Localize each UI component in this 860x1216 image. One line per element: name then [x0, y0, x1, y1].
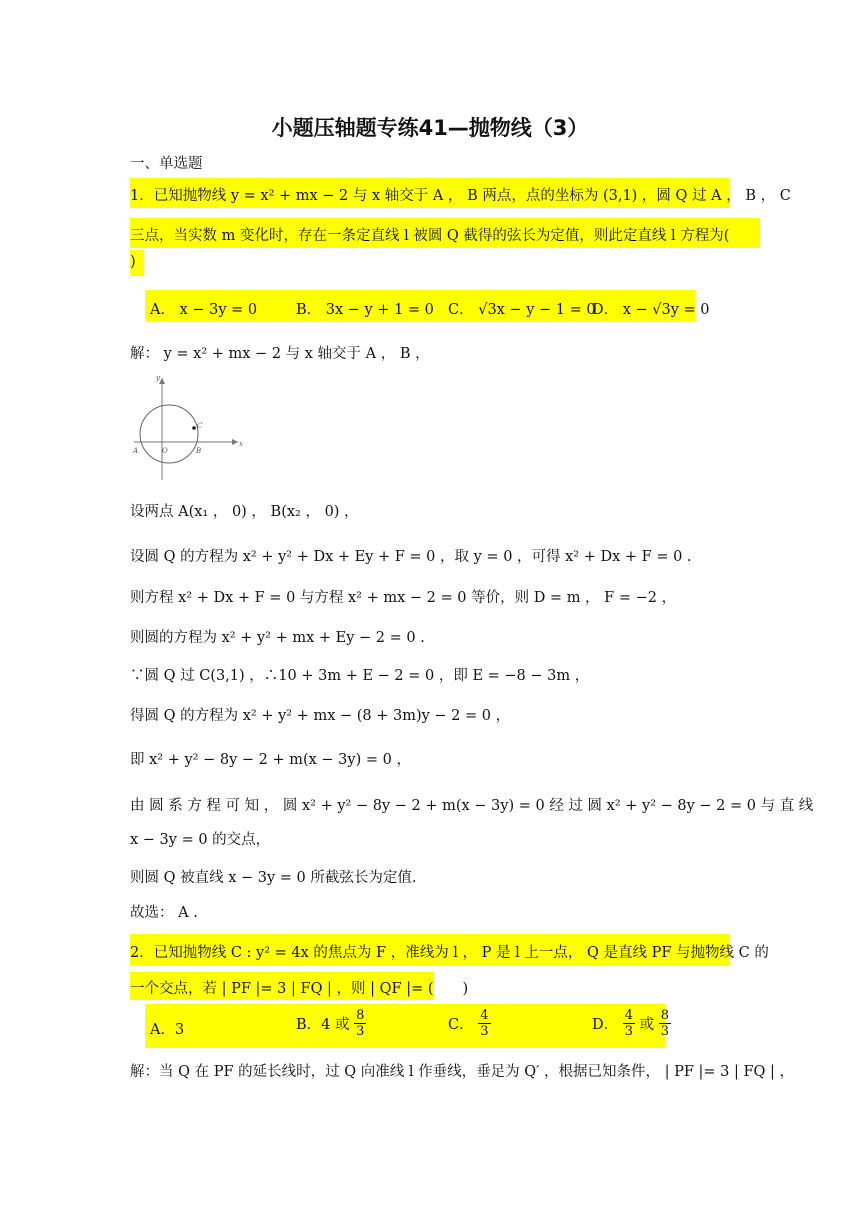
label-c: C [197, 422, 203, 430]
q1-line-2: 三点，当实数 m 变化时，存在一条定直线 l 被圆 Q 截得的弦长为定值，则此定直线 l 方程为( [130, 228, 730, 244]
solution1-step: 由 圆 系 方 程 可 知 ， 圆 x² + y² − 8y − 2 + m(x − 3y) = 0 经 过 圆 x² + y² − 8y − 2 = 0 与 直 线 [130, 798, 814, 814]
q1-line-1: 1．已知抛物线 y = x² + mx − 2 与 x 轴交于 A ， B 两点，点的坐标为 (3,1) ，圆 Q 过 A ， B ， C [130, 188, 791, 204]
q2-option-c [448, 1008, 491, 1039]
solution1-step: 设圆 Q 的方程为 x² + y² + Dx + Ey + F = 0 ，取 y = 0 ，可得 x² + Dx + F = 0 . [130, 549, 692, 565]
solution1-step: x − 3y = 0 的交点， [130, 832, 271, 848]
q2-option-d-fraction-2 [659, 1008, 671, 1039]
q1-option-c: C． √3x − y − 1 = 0 [448, 302, 596, 318]
q2-option-d-or: 或 [639, 1017, 655, 1033]
q2-option-b-fraction [354, 1008, 366, 1039]
point-c [192, 426, 196, 430]
page-title: 小题压轴题专练41—抛物线（3） [271, 116, 589, 140]
q1-option-b: B． 3x − y + 1 = 0 [296, 302, 434, 318]
section-heading: 一、单选题 [130, 156, 203, 172]
solution1-intro: 解： y = x² + mx − 2 与 x 轴交于 A ， B ， [130, 346, 430, 362]
q1-line-3: ) [130, 254, 136, 270]
fraction-denominator: 3 [480, 1024, 489, 1039]
solution1-step: 即 x² + y² − 8y − 2 + m(x − 3y) = 0 ， [130, 752, 411, 768]
solution1-answer: 故选： A . [130, 905, 198, 921]
solution1-step: 则方程 x² + Dx + F = 0 与方程 x² + mx − 2 = 0 等价，则 D = m ， F = −2 ， [130, 590, 677, 606]
solution1-step: 得圆 Q 的方程为 x² + y² + mx − (8 + 3m)y − 2 = 0 ， [130, 708, 511, 724]
q2-option-d-fraction-1 [623, 1008, 635, 1039]
solution1-step: ∵圆 Q 过 C(3,1) ，∴10 + 3m + E − 2 = 0 ，即 E = −8 − 3m ， [130, 668, 590, 684]
q2-option-d [592, 1008, 671, 1039]
q2-options-highlight [145, 1004, 665, 1048]
solution1-step: 则圆 Q 被直线 x − 3y = 0 所截弦长为定值. [130, 870, 417, 886]
label-a: A [133, 447, 139, 455]
fraction-numerator: 8 [356, 1008, 365, 1023]
circle-q [140, 405, 198, 463]
label-b: B [196, 447, 202, 455]
fraction-denominator: 3 [660, 1024, 670, 1039]
q2-option-c-fraction [478, 1008, 490, 1039]
solution1-step: 则圆的方程为 x² + y² + mx + Ey − 2 = 0 . [130, 630, 425, 646]
x-axis-arrow-icon [232, 439, 238, 445]
fraction-denominator: 3 [624, 1024, 634, 1039]
q1-option-d: D． x − √3y = 0 [592, 302, 710, 318]
q1-option-a: A． x − 3y = 0 [150, 302, 258, 318]
fraction-numerator: 8 [660, 1008, 670, 1023]
solution2-line-1: 解：当 Q 在 PF 的延长线时，过 Q 向准线 l 作垂线，垂足为 Q′ ，根据已知条件， | PF |= 3 | FQ | ， [130, 1064, 795, 1080]
q2-option-b-label: B．4 或 [296, 1017, 350, 1033]
y-label: y [156, 374, 160, 382]
fraction-denominator: 3 [356, 1024, 365, 1039]
q2-option-b [296, 1008, 366, 1039]
fraction-numerator: 4 [480, 1008, 489, 1023]
circle-figure [126, 372, 246, 484]
x-label: x [239, 440, 243, 448]
q2-option-d-label: D． [592, 1017, 619, 1033]
q2-line-1: 2．已知抛物线 C : y² = 4x 的焦点为 F ，准线为 l ， P 是 l 上一点， Q 是直线 PF 与抛物线 C 的 [130, 945, 769, 961]
q2-option-a: A．3 [150, 1022, 185, 1038]
fraction-numerator: 4 [624, 1008, 634, 1023]
q2-option-c-label: C． [448, 1017, 474, 1033]
q2-line-2: 一个交点，若 | PF |= 3 | FQ | ，则 | QF |= ( ) [130, 981, 469, 997]
solution1-step: 设两点 A(x₁ ， 0) ， B(x₂ ， 0) ， [130, 504, 359, 520]
label-o: O [162, 447, 168, 455]
